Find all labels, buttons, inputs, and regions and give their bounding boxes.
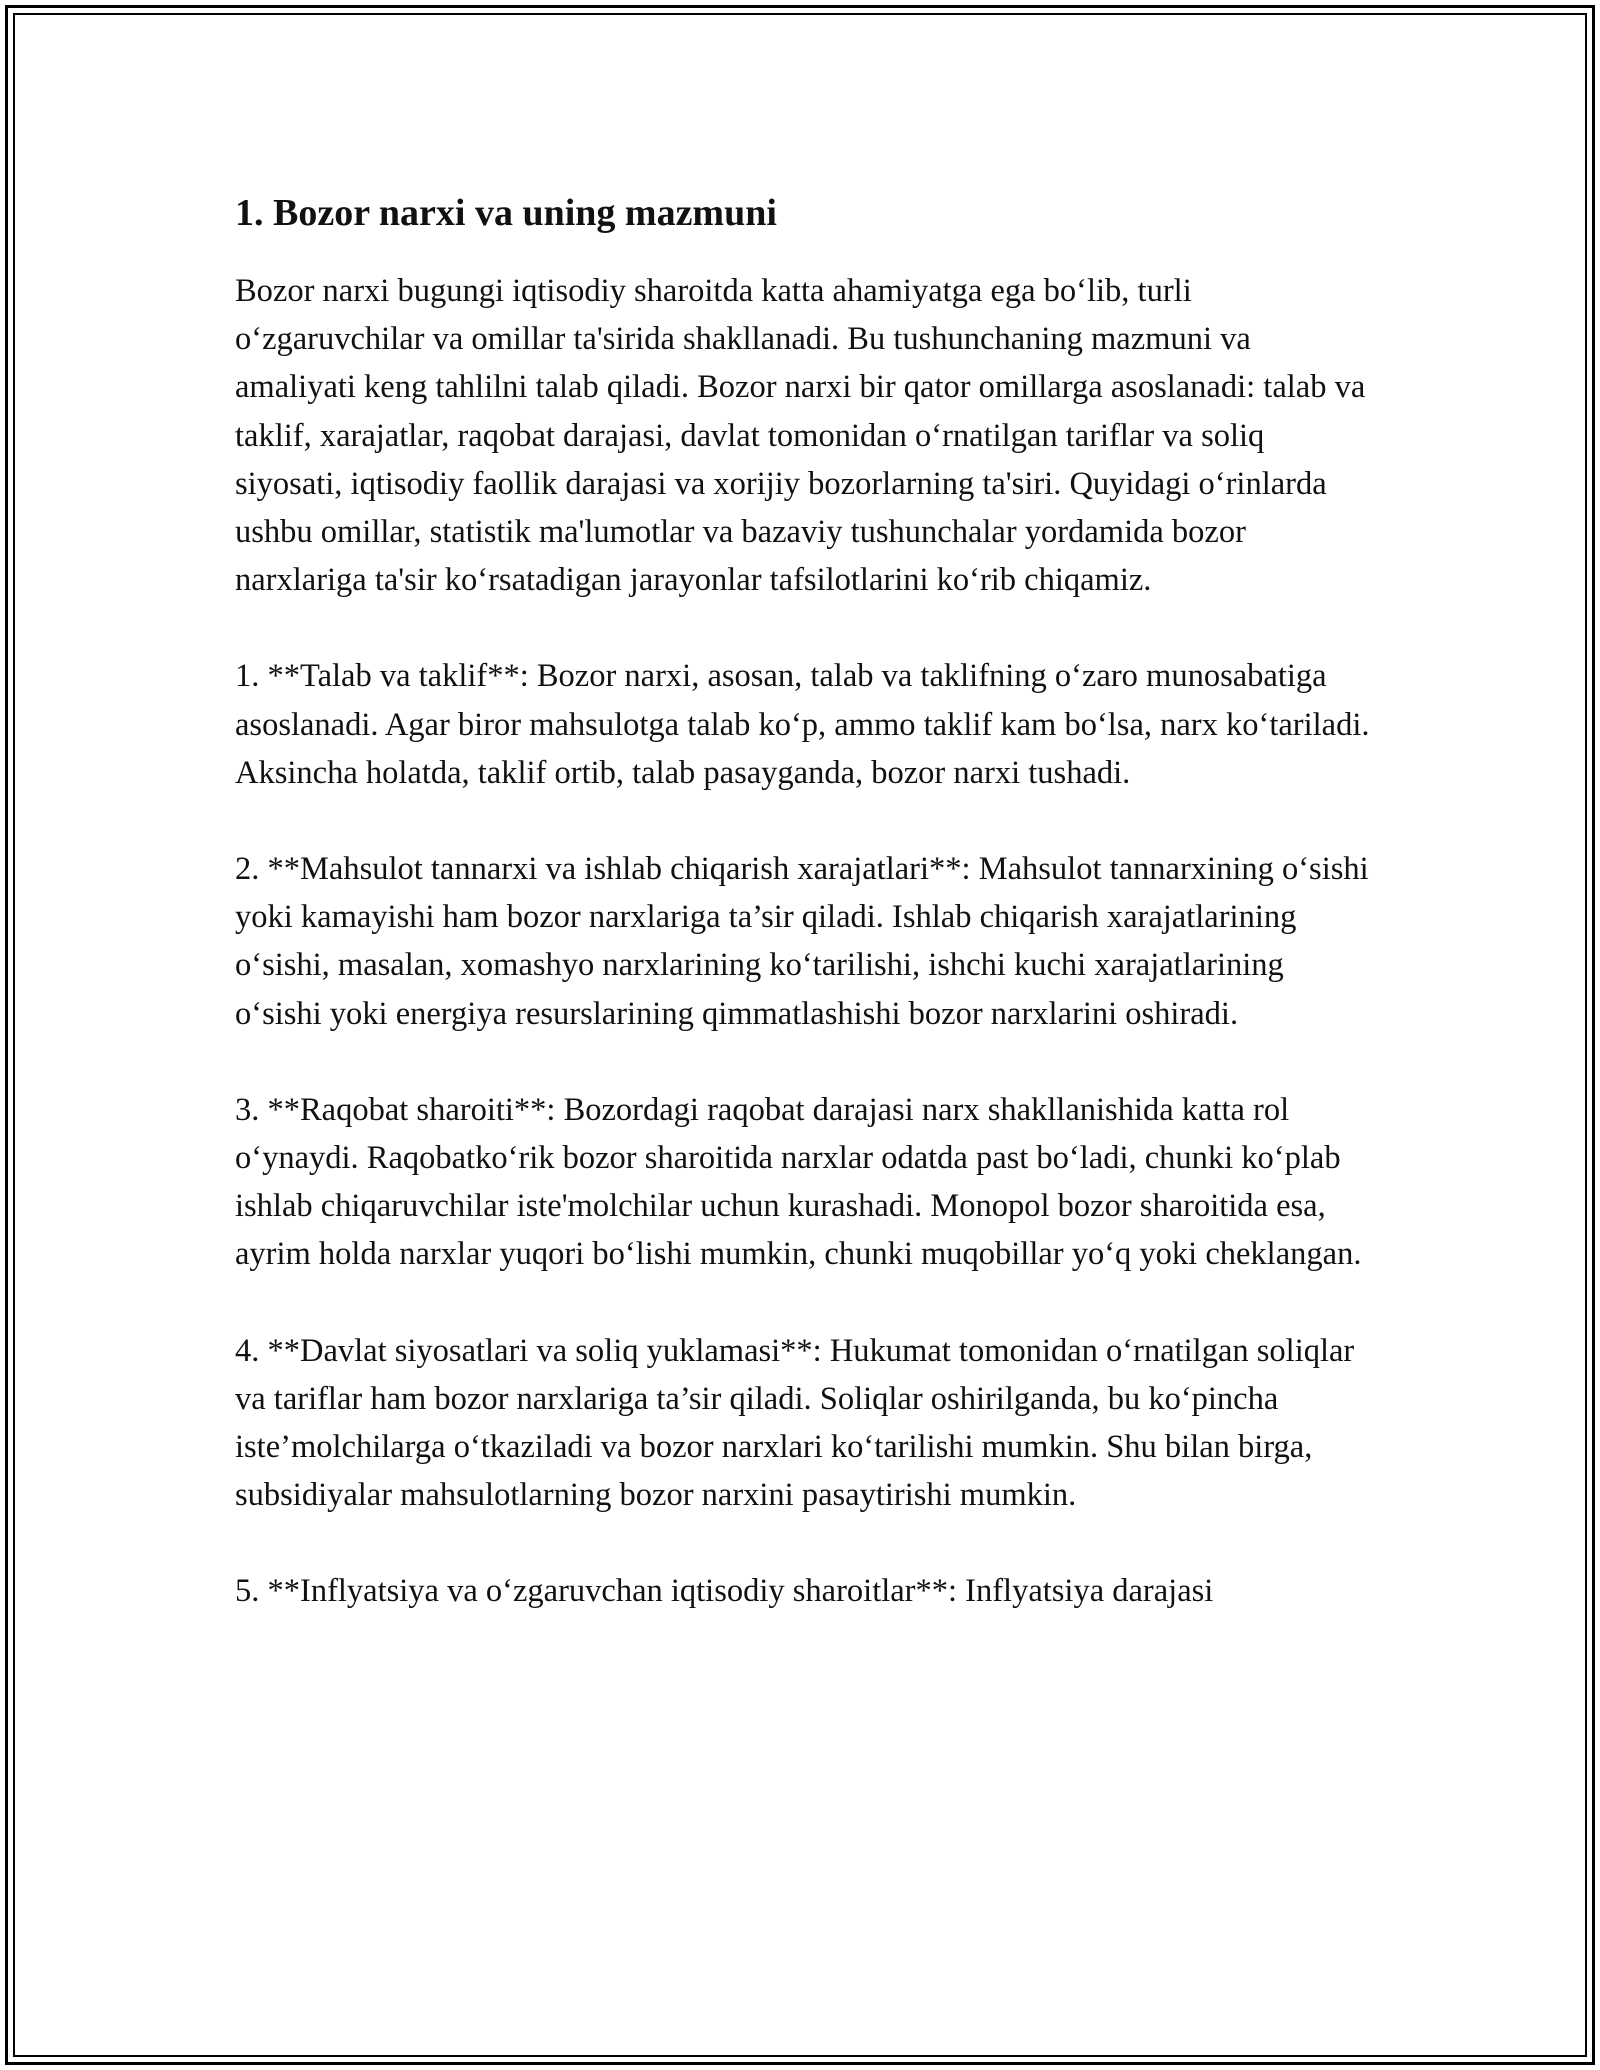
document-body	[235, 185, 1375, 1664]
document-title: 1. Bozor narxi va uning mazmuni	[235, 192, 777, 234]
list-item-government-policy: 4. **Davlat siyosatlari va soliq yuklamasi**: Hukumat tomonidan o‘rnatilgan soliqlar va tariflar ham bozor narxlariga ta’sir qiladi. Soliqlar oshirilganda, bu ko‘pincha iste’molchilarga o‘tkaziladi va bozor narxlari ko‘tarilishi mumkin. Shu bilan birga, subsidiyalar mahsulotlarning bozor narxini pasaytirishi mumkin.	[235, 1332, 1355, 1514]
list-item-demand-supply: 1. **Talab va taklif**: Bozor narxi, asosan, talab va taklifning o‘zaro munosabatiga asoslanadi. Agar biror mahsulotga talab ko‘p, ammo taklif kam bo‘lsa, narx ko‘tariladi. Aksincha holatda, taklif ortib, talab pasayganda, bozor narxi tushadi.	[235, 658, 1370, 791]
list-item-competition: 3. **Raqobat sharoiti**: Bozordagi raqobat darajasi narx shakllanishida katta rol o‘ynaydi. Raqobatko‘rik bozor sharoitida narxlar odatda past bo‘ladi, chunki ko‘plab ishlab chiqaruvchilar iste'molchilar uchun kurashadi. Monopol bozor sharoitida esa, ayrim holda narxlar yuqori bo‘lishi mumkin, chunki muqobillar yo‘q yoki cheklangan.	[235, 1091, 1362, 1273]
intro-paragraph: Bozor narxi bugungi iqtisodiy sharoitda katta ahamiyatga ega bo‘lib, turli o‘zgaruvchilar va omillar ta'sirida shakllanadi. Bu tushunchaning mazmuni va amaliyati keng tahlilni talab qiladi. Bozor narxi bir qator omillarga asoslanadi: talab va taklif, xarajatlar, raqobat darajasi, davlat tomonidan o‘rnatilgan tariflar va soliq siyosati, iqtisodiy faollik darajasi va xorijiy bozorlarning ta'siri. Quyidagi o‘rinlarda ushbu omillar, statistik ma'lumotlar va bazaviy tushunchalar yordamida bozor narxlariga ta'sir ko‘rsatadigan jarayonlar tafsilotlarini ko‘rib chiqamiz.	[235, 273, 1366, 599]
list-item-production-costs: 2. **Mahsulot tannarxi va ishlab chiqarish xarajatlari**: Mahsulot tannarxining o‘sishi yoki kamayishi ham bozor narxlariga ta’sir qiladi. Ishlab chiqarish xarajatlarining o‘sishi, masalan, xomashyo narxlarining ko‘tarilishi, ishchi kuchi xarajatlarining o‘sishi yoki energiya resurslarining qimmatlashishi bozor narxlarini oshiradi.	[235, 851, 1369, 1032]
list-item-inflation: 5. **Inflyatsiya va o‘zgaruvchan iqtisodiy sharoitlar**: Inflyatsiya darajasi	[235, 1573, 1214, 1610]
